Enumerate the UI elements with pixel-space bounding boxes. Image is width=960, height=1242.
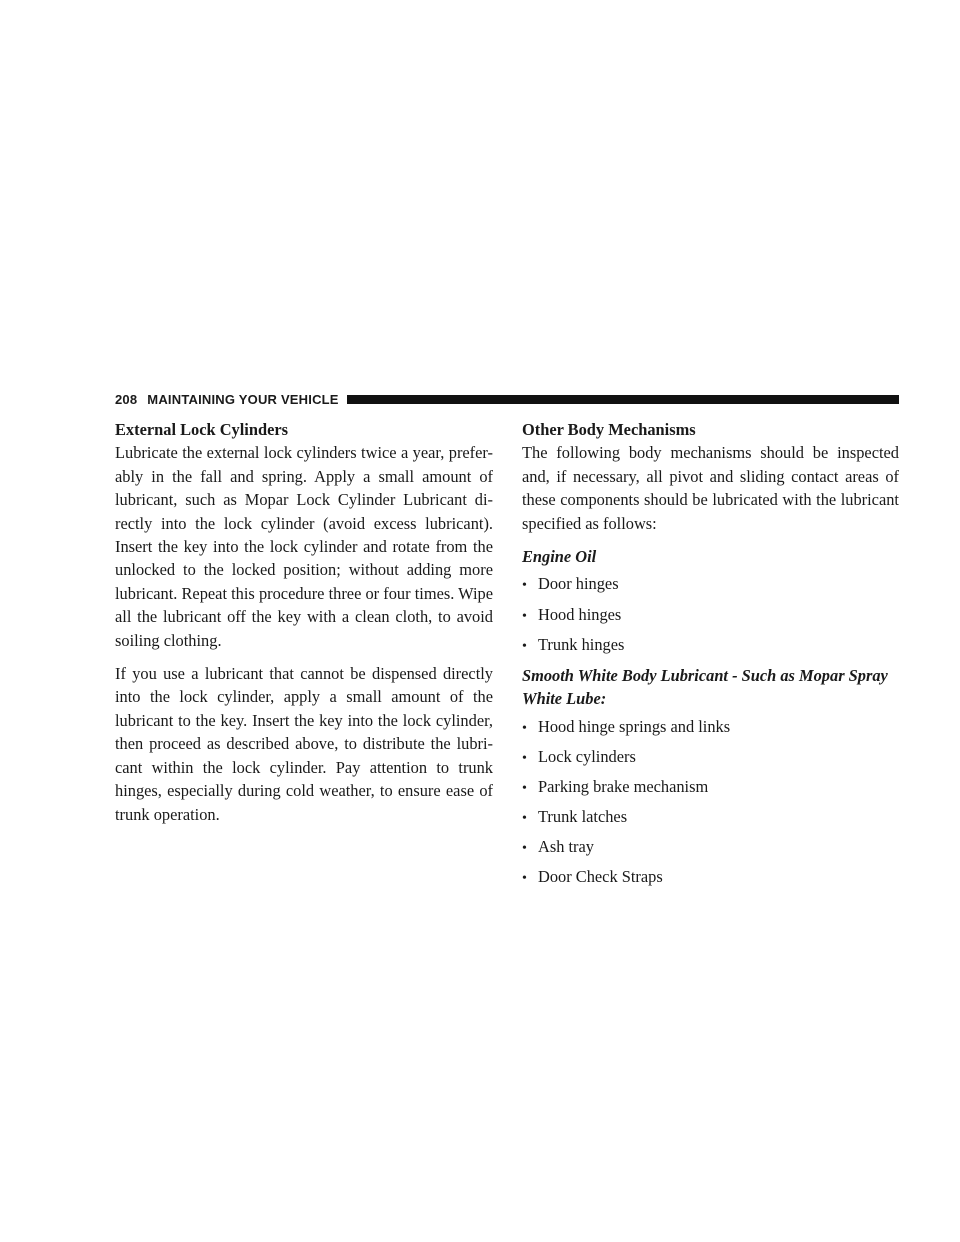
- list-item-text: Hood hinges: [538, 604, 622, 624]
- bullet-icon: •: [522, 781, 527, 797]
- list-item-text: Door hinges: [538, 574, 619, 594]
- list-item-text: Door Check Straps: [538, 867, 663, 887]
- paragraph-lubricate: Lubricate the external lock cylinders twice a year, prefer-ably in the fall and spring. Apply a small amount of lubricant, such as Mopar Lock Cylinder Lubricant di-rectly into the lock cylinder (avoid excess lubricant). Insert the key into the lock cylinder and rotate from the unlocked to the locked position; without adding more lubricant. Repeat this procedure three or four times. Wipe all the lubricant off the key with a clean cloth, to avoid soiling clothing.: [115, 443, 493, 650]
- bullet-icon: •: [522, 841, 527, 857]
- list-item: [522, 572, 899, 597]
- page-number: 208: [115, 391, 138, 407]
- list-item: [522, 805, 899, 830]
- group-title-white-lube: Smooth White Body Lubricant - Such as Mopar Spray White Lube:: [522, 666, 888, 709]
- list-item-text: Trunk hinges: [538, 634, 625, 654]
- heading-other-body-mechanisms: Other Body Mechanisms: [522, 420, 696, 439]
- bullet-icon: •: [522, 578, 527, 594]
- page-header: [115, 390, 899, 408]
- group-title-engine-oil: Engine Oil: [522, 547, 597, 567]
- list-item-text: Trunk latches: [538, 807, 628, 827]
- paragraph-intro: The following body mechanisms should be inspected and, if necessary, all pivot and sliding contact areas of these components should be lubricated with the lubricant specified as follows:: [522, 443, 899, 533]
- list-item: [522, 865, 899, 890]
- right-column: [522, 418, 899, 897]
- header-rule: [347, 395, 899, 404]
- bullet-icon: •: [522, 811, 527, 827]
- paragraph-lubricant-key: If you use a lubricant that cannot be dispensed directly into the lock cylinder, apply a small amount of the lubricant to the key. Insert the key into the lock cylinder, then proceed as described above, to distribute the lubri-cant within the lock cylinder. Pay attention to trunk hinges, especially during cold weather, to ensure ease of trunk operation.: [115, 664, 493, 824]
- bullet-icon: •: [522, 608, 527, 624]
- section-title: MAINTAINING YOUR VEHICLE: [147, 391, 339, 407]
- bullet-icon: •: [522, 720, 527, 736]
- list-item-text: Lock cylinders: [538, 746, 636, 766]
- list-item-text: Hood hinge springs and links: [538, 716, 731, 736]
- bullet-icon: •: [522, 871, 527, 887]
- bullet-icon: •: [522, 750, 527, 766]
- list-engine-oil: [522, 572, 899, 658]
- bullet-icon: •: [522, 638, 527, 654]
- list-item: [522, 775, 899, 800]
- list-item: [522, 603, 899, 628]
- list-item-text: Ash tray: [538, 837, 594, 857]
- list-item: [522, 745, 899, 770]
- list-item: [522, 715, 899, 740]
- heading-external-lock-cylinders: External Lock Cylinders: [115, 420, 289, 439]
- left-column: [115, 418, 493, 836]
- list-item: [522, 633, 899, 658]
- list-item-text: Parking brake mechanism: [538, 777, 709, 797]
- list-item: [522, 835, 899, 860]
- list-white-lube: [522, 715, 899, 891]
